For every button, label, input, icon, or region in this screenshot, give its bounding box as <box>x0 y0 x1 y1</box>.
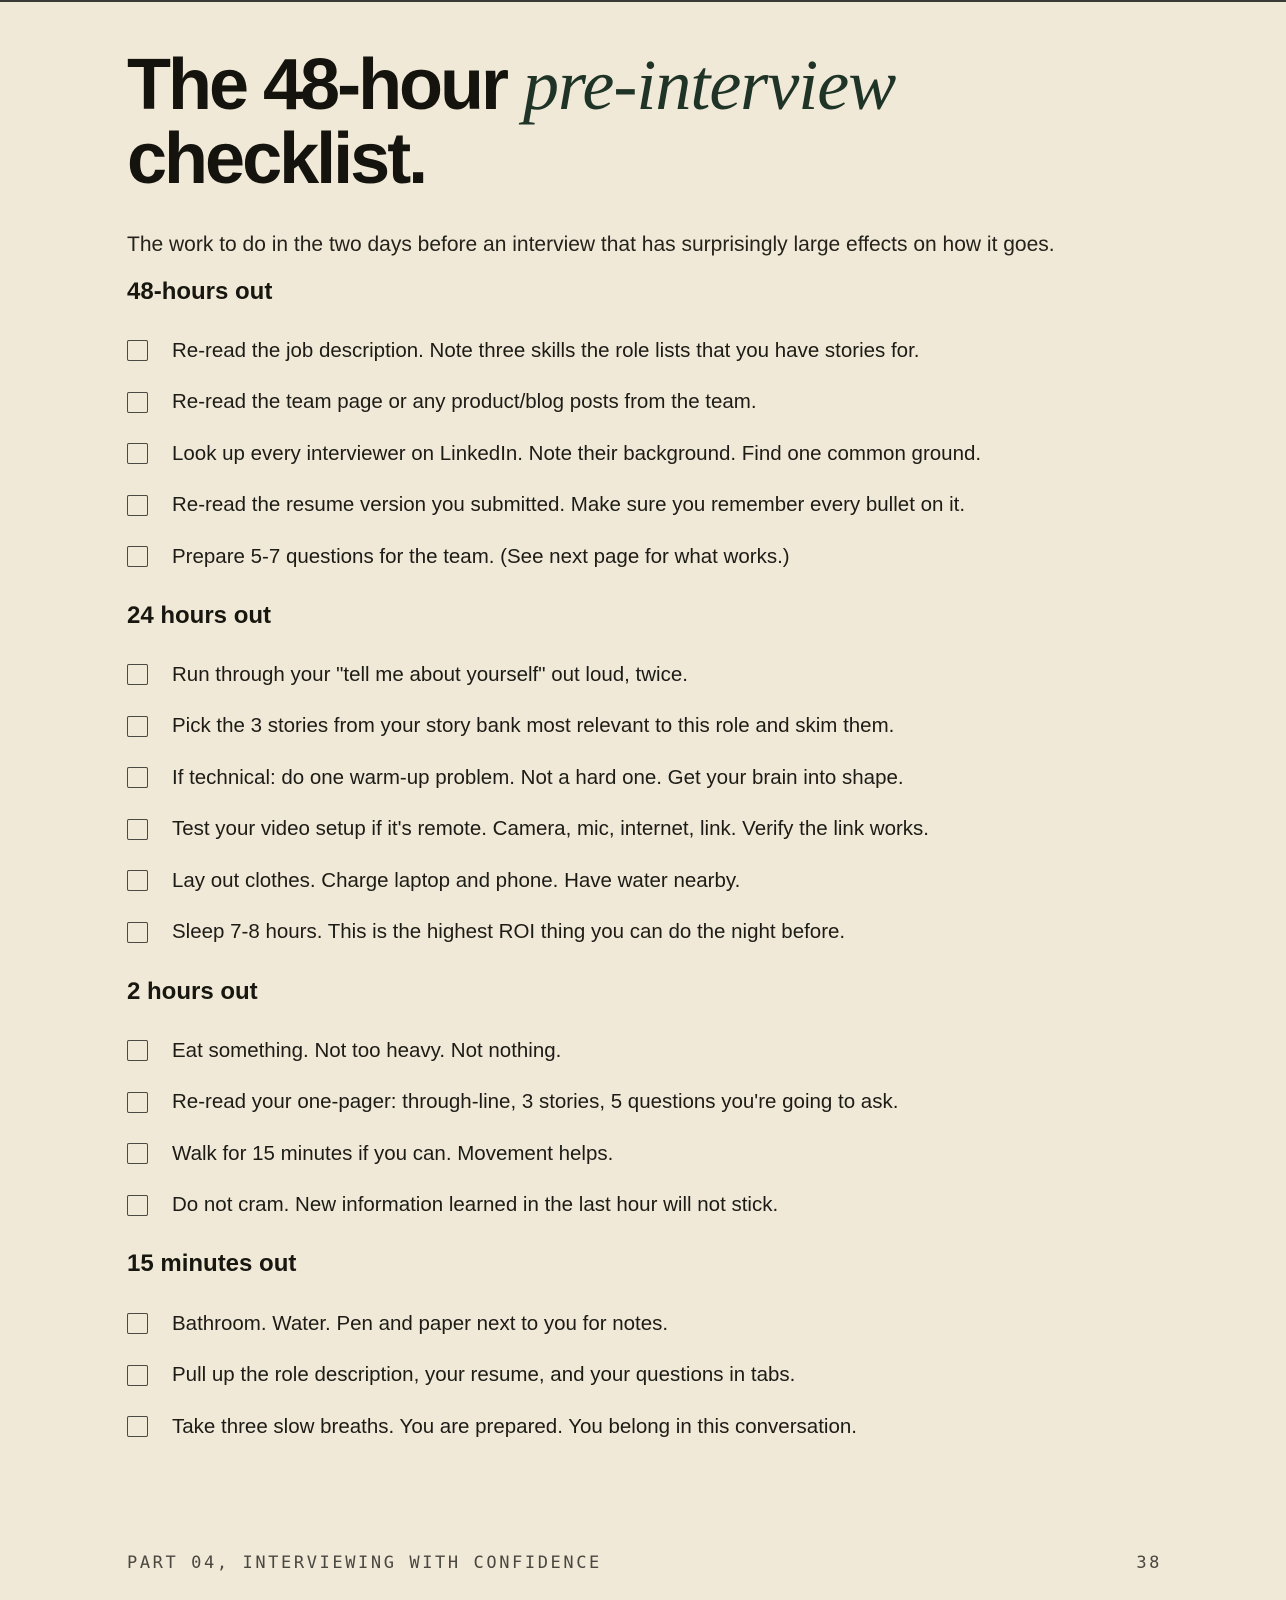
checkbox[interactable] <box>127 1143 148 1164</box>
checklist-item <box>127 428 981 480</box>
checklist-item <box>127 480 981 532</box>
checklist-item <box>127 649 929 701</box>
checkbox[interactable] <box>127 1416 148 1437</box>
section-heading-2-hours: 2 hours out <box>127 978 258 1005</box>
checkbox[interactable] <box>127 443 148 464</box>
checkbox[interactable] <box>127 716 148 737</box>
checklist-item-text: Pull up the role description, your resume, and your questions in tabs. <box>172 1363 796 1387</box>
checklist-item-text: Pick the 3 stories from your story bank most relevant to this role and skim them. <box>172 714 895 738</box>
checklist-item-text: If technical: do one warm-up problem. Not a hard one. Get your brain into shape. <box>172 765 904 789</box>
checklist-item-text: Look up every interviewer on LinkedIn. Note their background. Find one common ground. <box>172 441 982 465</box>
checkbox[interactable] <box>127 819 148 840</box>
checklist-15-minutes <box>127 1298 857 1453</box>
checklist-item-text: Bathroom. Water. Pen and paper next to you for notes. <box>172 1311 669 1335</box>
checklist-item-text: Do not cram. New information learned in the last hour will not stick. <box>172 1193 779 1217</box>
checkbox[interactable] <box>127 767 148 788</box>
checkbox[interactable] <box>127 392 148 413</box>
checklist-item-text: Re-read the team page or any product/blog posts from the team. <box>172 390 757 414</box>
checklist-item-text: Walk for 15 minutes if you can. Movement helps. <box>172 1141 614 1165</box>
section-heading-48-hours: 48-hours out <box>127 278 273 305</box>
checklist-item-text: Eat something. Not too heavy. Not nothing. <box>172 1038 562 1062</box>
checkbox[interactable] <box>127 664 148 685</box>
checklist-item <box>127 855 929 907</box>
page-footer <box>127 1553 1162 1573</box>
checklist-item <box>127 1025 898 1077</box>
title-part-1: The 48-hour <box>127 45 524 125</box>
checkbox[interactable] <box>127 340 148 361</box>
checklist-item <box>127 1401 857 1453</box>
checklist-item-text: Test your video setup if it's remote. Camera, mic, internet, link. Verify the link works. <box>172 817 929 841</box>
title-accent: pre-interview <box>523 45 896 125</box>
checkbox[interactable] <box>127 870 148 891</box>
checklist-24-hours <box>127 649 929 958</box>
checklist-item-text: Run through your "tell me about yourself" out loud, twice. <box>172 662 688 686</box>
checklist-2-hours <box>127 1025 898 1231</box>
checklist-item <box>127 752 929 804</box>
checklist-item <box>127 701 929 753</box>
checklist-item <box>127 377 981 429</box>
checklist-item <box>127 1298 857 1350</box>
checklist-item-text: Lay out clothes. Charge laptop and phone. Have water nearby. <box>172 868 741 892</box>
checklist-48-hours <box>127 325 981 583</box>
checklist-item-text: Take three slow breaths. You are prepared. You belong in this conversation. <box>172 1414 857 1438</box>
checkbox[interactable] <box>127 1313 148 1334</box>
checklist-item <box>127 1128 898 1180</box>
page-number: 38 <box>1136 1553 1162 1573</box>
checklist-item <box>127 325 981 377</box>
checklist-item <box>127 804 929 856</box>
page-title <box>127 45 1162 199</box>
checkbox[interactable] <box>127 1365 148 1386</box>
checklist-item-text: Re-read the job description. Note three skills the role lists that you have stories for. <box>172 338 920 362</box>
checklist-item-text: Re-read the resume version you submitted. Make sure you remember every bullet on it. <box>172 493 966 517</box>
checklist-item-text: Re-read your one-pager: through-line, 3 stories, 5 questions you're going to ask. <box>172 1090 899 1114</box>
checkbox[interactable] <box>127 1092 148 1113</box>
checklist-item <box>127 1180 898 1232</box>
checkbox[interactable] <box>127 546 148 567</box>
checkbox[interactable] <box>127 922 148 943</box>
section-heading-15-minutes: 15 minutes out <box>127 1250 297 1277</box>
checkbox[interactable] <box>127 495 148 516</box>
page-subtitle: The work to do in the two days before an interview that has surprisingly large effects on how it goes. <box>127 233 1055 256</box>
checklist-item <box>127 531 981 583</box>
checkbox[interactable] <box>127 1195 148 1216</box>
title-part-2: checklist. <box>127 119 426 199</box>
checklist-item-text: Prepare 5-7 questions for the team. (See next page for what works.) <box>172 544 790 568</box>
page-content <box>127 0 1162 1438</box>
checklist-item <box>127 1350 857 1402</box>
section-heading-24-hours: 24 hours out <box>127 602 272 629</box>
checklist-item <box>127 1077 898 1129</box>
checklist-item <box>127 907 929 959</box>
checklist-item-text: Sleep 7-8 hours. This is the highest ROI thing you can do the night before. <box>172 920 846 944</box>
checkbox[interactable] <box>127 1040 148 1061</box>
footer-section-label: PART 04, INTERVIEWING WITH CONFIDENCE <box>127 1553 602 1573</box>
